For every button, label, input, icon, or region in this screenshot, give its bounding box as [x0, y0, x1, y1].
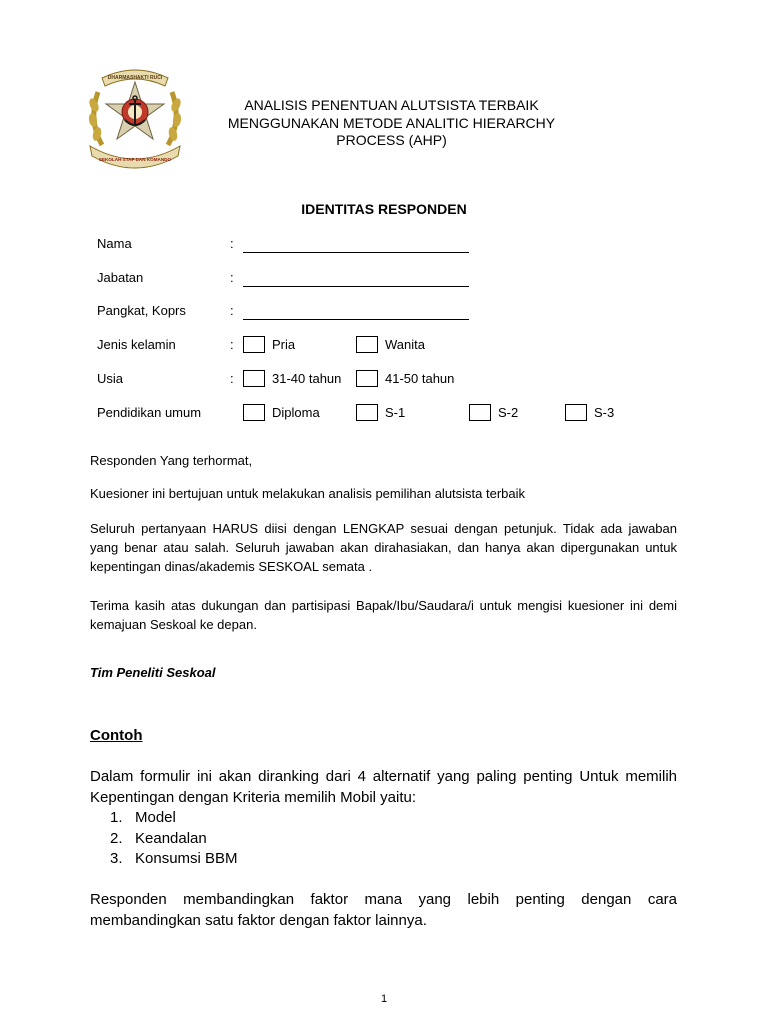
gender-colon: : — [230, 337, 234, 352]
greeting: Responden Yang terhormat, — [90, 453, 253, 468]
thanks-text: Terima kasih atas dukungan dan partisipasi Bapak/Ibu/Saudara/i untuk mengisi kuesioner ini demi kemajuan Seskoal ke depan. — [90, 598, 677, 632]
age-41-50-checkbox[interactable] — [356, 370, 378, 387]
edu-diploma-checkbox[interactable] — [243, 404, 265, 421]
list-number: 1. — [110, 809, 123, 826]
gender-pria-checkbox[interactable] — [243, 336, 265, 353]
signature: Tim Peneliti Seskoal — [90, 665, 216, 680]
title-line-1: ANALISIS PENENTUAN ALUTSISTA TERBAIK — [244, 97, 539, 113]
gender-wanita-label: Wanita — [385, 337, 425, 352]
edu-s3-checkbox[interactable] — [565, 404, 587, 421]
edu-diploma-label: Diploma — [272, 405, 320, 420]
list-item — [110, 829, 238, 850]
gender-pria-label: Pria — [272, 337, 296, 352]
list-label: Konsumsi BBM — [135, 850, 238, 867]
list-number: 2. — [110, 829, 123, 847]
page-number: 1 — [380, 993, 388, 1005]
jabatan-label: Jabatan — [97, 270, 144, 285]
list-item — [110, 849, 238, 870]
education-label: Pendidikan umum — [97, 405, 202, 420]
age-41-50-label: 41-50 tahun — [385, 371, 455, 386]
logo-bottom-motto: SEKOLAH STAF DAN KOMANDO — [98, 157, 172, 162]
seskoal-logo — [80, 60, 190, 172]
nama-label: Nama — [97, 236, 132, 251]
purpose-text: Kuesioner ini bertujuan untuk melakukan analisis pemilihan alutsista terbaik — [90, 486, 526, 501]
list-label: Keandalan — [135, 829, 207, 847]
age-label: Usia — [97, 371, 124, 386]
title-line-2: MENGGUNAKAN METODE ANALITIC HIERARCHY — [227, 114, 556, 131]
jabatan-colon: : — [230, 270, 234, 285]
gender-label: Jenis kelamin — [97, 337, 176, 352]
example-heading: Contoh — [90, 727, 143, 744]
section-title: IDENTITAS RESPONDEN — [301, 201, 467, 217]
example-text: Dalam formulir ini akan diranking dari 4 alternatif yang paling penting Untuk memilih Kepentingan dengan Kriteria memilih Mobil yaitu: — [90, 768, 677, 806]
criteria-list — [110, 808, 238, 870]
edu-s1-checkbox[interactable] — [356, 404, 378, 421]
list-number: 3. — [110, 850, 123, 867]
compare-text: Responden membandingkan faktor mana yang lebih penting dengan cara membandingkan satu faktor dengan faktor lainnya. — [90, 891, 677, 929]
pangkat-colon: : — [230, 303, 234, 318]
pangkat-input-line[interactable] — [243, 319, 469, 320]
document-title — [200, 97, 583, 150]
gender-wanita-checkbox[interactable] — [356, 336, 378, 353]
title-line-3: PROCESS (AHP) — [336, 132, 447, 148]
age-31-40-label: 31-40 tahun — [272, 371, 342, 386]
edu-s3-label: S-3 — [594, 405, 615, 420]
jabatan-input-line[interactable] — [243, 286, 469, 287]
list-label: Model — [135, 809, 176, 826]
nama-input-line[interactable] — [243, 252, 469, 253]
age-31-40-checkbox[interactable] — [243, 370, 265, 387]
edu-s2-label: S-2 — [498, 405, 519, 420]
age-colon: : — [230, 371, 234, 386]
logo-top-motto: DHARMASHAKTI RUCI — [107, 75, 163, 81]
nama-colon: : — [230, 236, 234, 251]
edu-s1-label: S-1 — [385, 405, 406, 420]
pangkat-label: Pangkat, Koprs — [97, 303, 186, 318]
edu-s2-checkbox[interactable] — [469, 404, 491, 421]
instructions-text: Seluruh pertanyaan HARUS diisi dengan LENGKAP sesuai dengan petunjuk. Tidak ada jawaban yang benar atau salah. Seluruh jawaban akan dirahasiakan, dan hanya akan dipergunakan untuk kepentingan dinas/akademis SESKOAL semata . — [90, 521, 677, 574]
list-item — [110, 808, 238, 829]
